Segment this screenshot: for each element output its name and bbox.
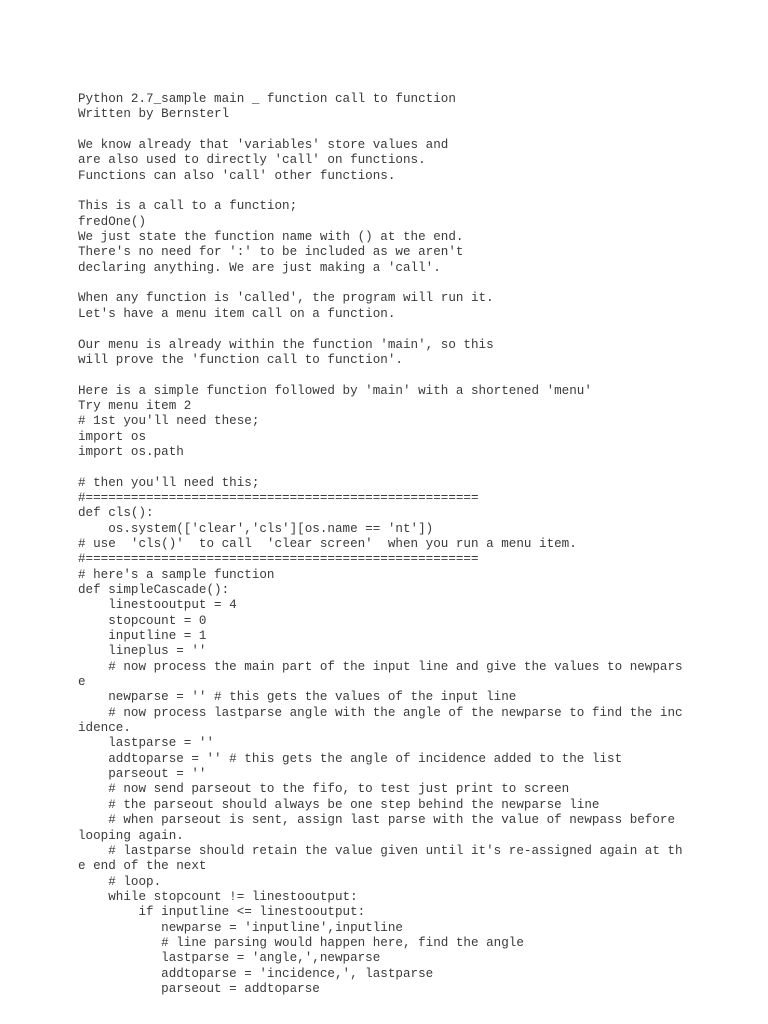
text-line: if inputline <= linestooutput:: [78, 905, 366, 920]
text-line: # loop.: [78, 874, 162, 889]
text-line: When any function is 'called', the program will run it.: [78, 291, 494, 306]
text-line: # line parsing would happen here, find the angle: [78, 935, 524, 950]
text-line: lastparse = 'angle,',newparse: [78, 951, 381, 966]
text-line: will prove the 'function call to function'.: [78, 352, 403, 367]
text-line: parseout = addtoparse: [78, 981, 320, 996]
text-line: # the parseout should always be one step behind the newparse line: [78, 797, 600, 812]
text-line: [78, 460, 683, 475]
text-line: while stopcount != linestooutput:: [78, 889, 358, 904]
text-line: [78, 276, 683, 291]
text-line: stopcount = 0: [78, 613, 207, 628]
text-line: Try menu item 2: [78, 398, 192, 413]
text-line: lastparse = '': [78, 736, 215, 751]
text-line: lineplus = '': [78, 644, 207, 659]
text-line: Our menu is already within the function 'main', so this: [78, 337, 494, 352]
text-line: Functions can also 'call' other functions.: [78, 168, 396, 183]
text-line: # use 'cls()' to call 'clear screen' when you run a menu item.: [78, 536, 577, 551]
text-line: # when parseout is sent, assign last parse with the value of newpass before: [78, 813, 676, 828]
text-line: addtoparse = '' # this gets the angle of incidence added to the list: [78, 751, 623, 766]
text-line: inputline = 1: [78, 629, 207, 644]
text-line: def simpleCascade():: [78, 583, 230, 597]
text-line: # lastparse should retain the value given until it's re-assigned again at th: [78, 843, 683, 858]
document-text: [78, 92, 683, 997]
text-line: We just state the function name with () at the end.: [78, 230, 464, 245]
text-line: def cls():: [78, 506, 154, 521]
text-line: fredOne(): [78, 214, 147, 229]
text-line: There's no need for ':' to be included as we aren't: [78, 245, 464, 260]
text-line: This is a call to a function;: [78, 199, 298, 214]
text-line: e: [78, 675, 86, 690]
text-line: addtoparse = 'incidence,', lastparse: [78, 966, 434, 981]
text-line: Here is a simple function followed by 'main' with a shortened 'menu': [78, 383, 592, 398]
text-line: import os.path: [78, 444, 184, 459]
text-line: looping again.: [78, 828, 184, 843]
text-line: [78, 123, 683, 138]
text-line: [78, 368, 683, 383]
text-line: [78, 322, 683, 337]
text-line: # 1st you'll need these;: [78, 414, 260, 429]
text-line: os.system(['clear','cls'][os.name == 'nt']): [78, 521, 434, 536]
text-line: We know already that 'variables' store values and: [78, 138, 449, 153]
text-line: declaring anything. We are just making a 'call'.: [78, 260, 441, 275]
text-line: # now send parseout to the fifo, to test just print to screen: [78, 782, 570, 797]
text-line: [78, 184, 683, 199]
text-line: Let's have a menu item call on a function.: [78, 306, 396, 321]
text-line: import os: [78, 429, 147, 444]
text-line: # here's a sample function: [78, 567, 275, 582]
text-line: newparse = '' # this gets the values of the input line: [78, 690, 517, 705]
text-line: #====================================================: [78, 552, 479, 567]
text-line: Python 2.7_sample main _ function call to function: [78, 92, 456, 106]
text-line: linestooutput = 4: [78, 598, 237, 613]
text-line: e end of the next: [78, 859, 207, 874]
text-line: newparse = 'inputline',inputline: [78, 920, 403, 935]
text-line: # then you'll need this;: [78, 475, 260, 490]
text-line: # now process the main part of the input line and give the values to newpars: [78, 659, 683, 674]
text-line: Written by Bernsterl: [78, 107, 230, 122]
text-line: #====================================================: [78, 490, 479, 505]
text-line: idence.: [78, 721, 131, 736]
text-line: are also used to directly 'call' on functions.: [78, 153, 426, 168]
text-line: parseout = '': [78, 767, 207, 782]
text-line: # now process lastparse angle with the angle of the newparse to find the inc: [78, 705, 683, 720]
